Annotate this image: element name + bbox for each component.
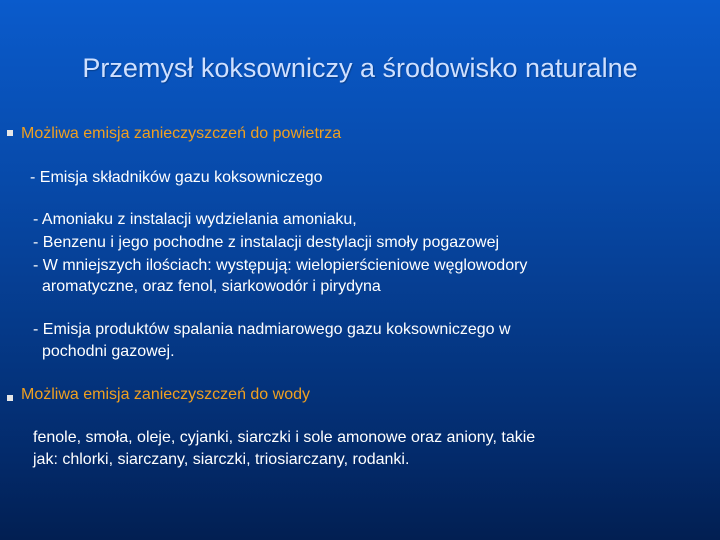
slide-title: Przemysł koksowniczy a środowisko naturalne	[82, 53, 638, 83]
list-item-ammonia: - Amoniaku z instalacji wydzielania amoniaku,	[33, 211, 357, 228]
sub-item-combustion: - Emisja produktów spalania nadmiarowego gazu koksowniczego w	[33, 321, 511, 338]
sub-item-combustion-cont: pochodni gazowej.	[42, 343, 175, 360]
list-item-smaller-amounts-cont: aromatyczne, oraz fenol, siarkowodór i pirydyna	[42, 278, 381, 295]
water-pollutants-line2: jak: chlorki, siarczany, siarczki, triosiarczany, rodanki.	[33, 451, 410, 468]
section-heading-water: Możliwa emisja zanieczyszczeń do wody	[21, 386, 310, 403]
list-item-smaller-amounts: - W mniejszych ilościach: występują: wielopierścieniowe węglowodory	[33, 257, 528, 274]
sub-item-gas-components: - Emisja składników gazu koksowniczego	[30, 169, 323, 186]
bullet-icon	[7, 130, 13, 136]
water-pollutants-line1: fenole, smoła, oleje, cyjanki, siarczki i sole amonowe oraz aniony, takie	[33, 429, 536, 446]
bullet-icon	[7, 395, 13, 401]
section-heading-air: Możliwa emisja zanieczyszczeń do powietrza	[21, 125, 342, 142]
list-item-benzene: - Benzenu i jego pochodne z instalacji destylacji smoły pogazowej	[33, 234, 500, 251]
